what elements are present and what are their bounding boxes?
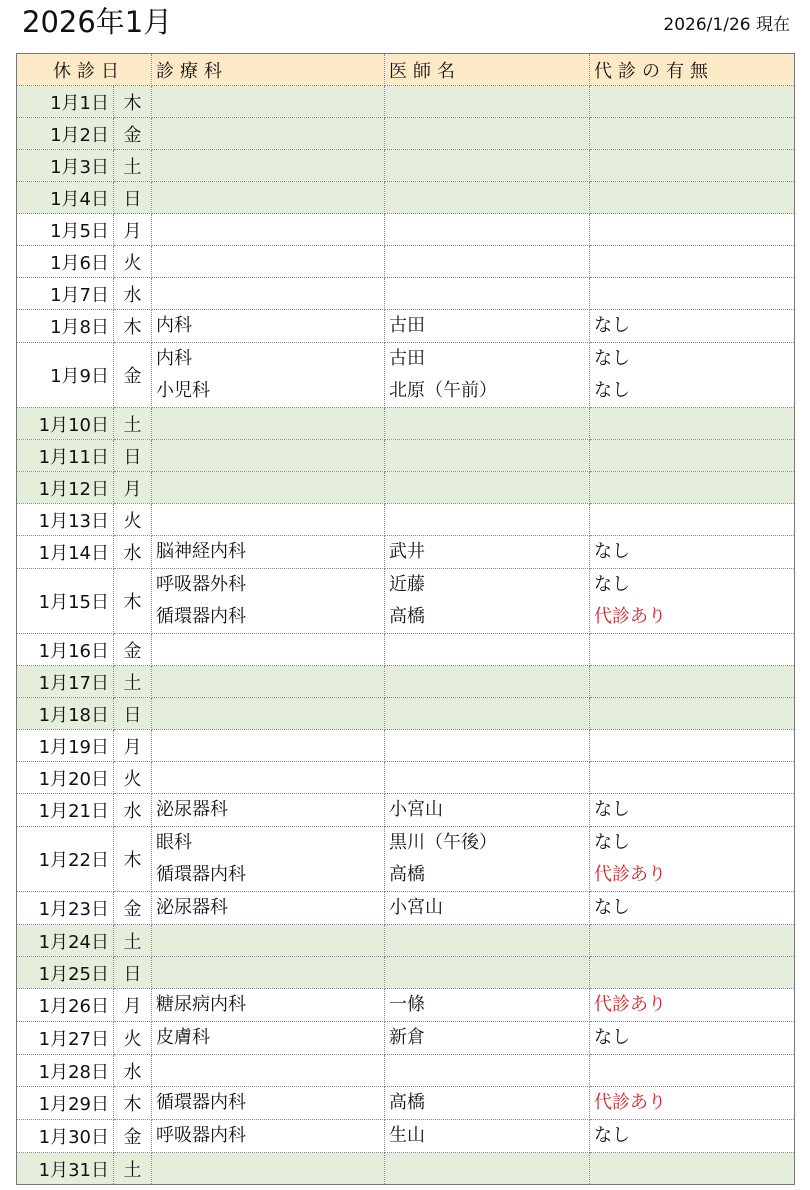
row-substitute-cell xyxy=(590,892,795,925)
row-doctor: 生山 xyxy=(389,1125,425,1146)
table-row xyxy=(17,892,795,925)
table-row xyxy=(17,118,795,150)
row-substitute-cell xyxy=(590,634,795,666)
row-substitute: なし xyxy=(594,799,630,820)
row-substitute: なし xyxy=(594,1027,630,1048)
table-row xyxy=(17,569,795,634)
header-substitute: 代診の有無 xyxy=(590,54,795,86)
row-department: 内科 xyxy=(156,348,192,369)
row-weekday: 火 xyxy=(114,762,152,794)
row-substitute-cell xyxy=(590,1120,795,1153)
row-doctor-cell xyxy=(385,1087,590,1120)
row-weekday: 火 xyxy=(114,1022,152,1055)
row-weekday: 水 xyxy=(114,794,152,827)
row-doctor-cell xyxy=(385,698,590,730)
row-date: 1月15日 xyxy=(17,569,114,634)
table-row xyxy=(17,278,795,310)
table-row xyxy=(17,1022,795,1055)
row-weekday: 水 xyxy=(114,1055,152,1087)
row-doctor-cell xyxy=(385,472,590,504)
table-row xyxy=(17,762,795,794)
row-department-cell xyxy=(152,634,385,666)
table-row xyxy=(17,182,795,214)
row-doctor: 古田 xyxy=(389,315,425,336)
row-date: 1月27日 xyxy=(17,1022,114,1055)
row-department: 循環器内科 xyxy=(156,606,246,627)
row-substitute-cell xyxy=(590,310,795,343)
row-substitute-cell xyxy=(590,343,795,408)
row-weekday: 火 xyxy=(114,246,152,278)
row-doctor-cell xyxy=(385,794,590,827)
table-row xyxy=(17,86,795,118)
row-department-cell xyxy=(152,440,385,472)
row-substitute-cell xyxy=(590,827,795,892)
row-substitute: なし xyxy=(594,380,630,401)
row-weekday: 火 xyxy=(114,504,152,536)
row-doctor-cell xyxy=(385,150,590,182)
row-department: 脳神経内科 xyxy=(156,541,246,562)
row-date: 1月4日 xyxy=(17,182,114,214)
row-department-cell xyxy=(152,989,385,1022)
row-substitute-cell xyxy=(590,794,795,827)
table-row xyxy=(17,310,795,343)
row-weekday: 土 xyxy=(114,666,152,698)
row-substitute: なし xyxy=(594,348,630,369)
row-substitute-cell xyxy=(590,730,795,762)
row-department-cell xyxy=(152,246,385,278)
row-doctor-cell xyxy=(385,408,590,440)
header-department: 診療科 xyxy=(152,54,385,86)
row-doctor-cell xyxy=(385,182,590,214)
row-date: 1月12日 xyxy=(17,472,114,504)
row-date: 1月7日 xyxy=(17,278,114,310)
row-weekday: 金 xyxy=(114,892,152,925)
row-weekday: 水 xyxy=(114,278,152,310)
page-title: 2026年1月 xyxy=(22,5,173,39)
table-row xyxy=(17,1120,795,1153)
row-weekday: 月 xyxy=(114,730,152,762)
row-department-cell xyxy=(152,730,385,762)
row-department-cell xyxy=(152,472,385,504)
row-date: 1月8日 xyxy=(17,310,114,343)
row-department: 内科 xyxy=(156,315,192,336)
row-substitute-cell xyxy=(590,150,795,182)
row-substitute-cell xyxy=(590,1087,795,1120)
row-department-cell xyxy=(152,892,385,925)
row-weekday: 木 xyxy=(114,1087,152,1120)
row-department-cell xyxy=(152,925,385,957)
row-department-cell xyxy=(152,343,385,408)
row-substitute-cell xyxy=(590,214,795,246)
row-department: 泌尿器科 xyxy=(156,897,228,918)
row-date: 1月24日 xyxy=(17,925,114,957)
row-department-cell xyxy=(152,310,385,343)
row-doctor-cell xyxy=(385,730,590,762)
row-substitute: 代診あり xyxy=(594,864,666,885)
row-weekday: 日 xyxy=(114,698,152,730)
row-date: 1月19日 xyxy=(17,730,114,762)
row-date: 1月1日 xyxy=(17,86,114,118)
row-department: 呼吸器外科 xyxy=(156,574,246,595)
row-date: 1月13日 xyxy=(17,504,114,536)
row-department-cell xyxy=(152,1087,385,1120)
table-row xyxy=(17,408,795,440)
row-doctor-cell xyxy=(385,892,590,925)
row-doctor: 高橋 xyxy=(389,1092,425,1113)
row-doctor-cell xyxy=(385,214,590,246)
row-doctor-cell xyxy=(385,1153,590,1185)
row-weekday: 土 xyxy=(114,1153,152,1185)
row-doctor-cell xyxy=(385,278,590,310)
row-substitute: 代診あり xyxy=(594,606,666,627)
row-doctor: 近藤 xyxy=(389,574,425,595)
row-substitute: なし xyxy=(594,1125,630,1146)
table-row xyxy=(17,343,795,408)
row-date: 1月29日 xyxy=(17,1087,114,1120)
row-doctor-cell xyxy=(385,1120,590,1153)
row-doctor: 一條 xyxy=(389,994,425,1015)
row-weekday: 木 xyxy=(114,310,152,343)
table-row xyxy=(17,1153,795,1185)
row-date: 1月10日 xyxy=(17,408,114,440)
row-date: 1月3日 xyxy=(17,150,114,182)
row-department-cell xyxy=(152,536,385,569)
table-row xyxy=(17,440,795,472)
row-department: 糖尿病内科 xyxy=(156,994,246,1015)
header-holiday: 休診日 xyxy=(17,54,152,86)
row-substitute: なし xyxy=(594,574,630,595)
row-date: 1月16日 xyxy=(17,634,114,666)
row-department: 循環器内科 xyxy=(156,864,246,885)
table-row xyxy=(17,730,795,762)
row-department-cell xyxy=(152,1022,385,1055)
table-row xyxy=(17,794,795,827)
row-doctor-cell xyxy=(385,246,590,278)
row-weekday: 金 xyxy=(114,118,152,150)
row-date: 1月20日 xyxy=(17,762,114,794)
row-department-cell xyxy=(152,698,385,730)
row-weekday: 金 xyxy=(114,634,152,666)
table-row xyxy=(17,957,795,989)
row-weekday: 木 xyxy=(114,827,152,892)
row-substitute-cell xyxy=(590,472,795,504)
row-date: 1月30日 xyxy=(17,1120,114,1153)
row-department-cell xyxy=(152,794,385,827)
row-doctor-cell xyxy=(385,86,590,118)
table-row xyxy=(17,150,795,182)
row-substitute-cell xyxy=(590,1153,795,1185)
row-substitute-cell xyxy=(590,698,795,730)
table-row xyxy=(17,827,795,892)
table-row xyxy=(17,925,795,957)
row-date: 1月5日 xyxy=(17,214,114,246)
row-weekday: 土 xyxy=(114,925,152,957)
row-department-cell xyxy=(152,762,385,794)
row-date: 1月11日 xyxy=(17,440,114,472)
row-date: 1月22日 xyxy=(17,827,114,892)
row-weekday: 金 xyxy=(114,343,152,408)
row-date: 1月26日 xyxy=(17,989,114,1022)
row-department-cell xyxy=(152,957,385,989)
row-department: 泌尿器科 xyxy=(156,799,228,820)
row-substitute-cell xyxy=(590,118,795,150)
table-row xyxy=(17,536,795,569)
table-row xyxy=(17,1055,795,1087)
row-substitute-cell xyxy=(590,86,795,118)
row-substitute-cell xyxy=(590,1022,795,1055)
row-date: 1月9日 xyxy=(17,343,114,408)
row-department: 眼科 xyxy=(156,832,192,853)
row-department-cell xyxy=(152,150,385,182)
row-doctor-cell xyxy=(385,634,590,666)
table-row xyxy=(17,666,795,698)
row-substitute-cell xyxy=(590,278,795,310)
table-row xyxy=(17,472,795,504)
row-date: 1月6日 xyxy=(17,246,114,278)
row-substitute: 代診あり xyxy=(594,1092,666,1113)
row-department-cell xyxy=(152,1055,385,1087)
row-department-cell xyxy=(152,504,385,536)
row-date: 1月21日 xyxy=(17,794,114,827)
row-doctor-cell xyxy=(385,310,590,343)
row-substitute-cell xyxy=(590,440,795,472)
row-doctor-cell xyxy=(385,343,590,408)
row-weekday: 月 xyxy=(114,472,152,504)
row-weekday: 木 xyxy=(114,86,152,118)
row-substitute-cell xyxy=(590,666,795,698)
row-date: 1月14日 xyxy=(17,536,114,569)
table-row xyxy=(17,504,795,536)
table-row xyxy=(17,246,795,278)
header-row xyxy=(17,54,795,86)
row-department-cell xyxy=(152,1120,385,1153)
table-row xyxy=(17,698,795,730)
row-department-cell xyxy=(152,1153,385,1185)
row-substitute-cell xyxy=(590,957,795,989)
row-department-cell xyxy=(152,118,385,150)
row-doctor-cell xyxy=(385,827,590,892)
row-department-cell xyxy=(152,408,385,440)
row-substitute-cell xyxy=(590,504,795,536)
table-row xyxy=(17,214,795,246)
row-weekday: 日 xyxy=(114,957,152,989)
row-substitute-cell xyxy=(590,925,795,957)
row-doctor: 武井 xyxy=(389,541,425,562)
header-doctor: 医師名 xyxy=(385,54,590,86)
row-department-cell xyxy=(152,569,385,634)
row-substitute-cell xyxy=(590,762,795,794)
row-doctor-cell xyxy=(385,569,590,634)
row-department-cell xyxy=(152,182,385,214)
row-doctor-cell xyxy=(385,1022,590,1055)
row-substitute-cell xyxy=(590,569,795,634)
row-department: 循環器内科 xyxy=(156,1092,246,1113)
row-date: 1月17日 xyxy=(17,666,114,698)
row-doctor-cell xyxy=(385,1055,590,1087)
row-weekday: 木 xyxy=(114,569,152,634)
schedule-body xyxy=(17,86,795,1185)
row-doctor-cell xyxy=(385,504,590,536)
row-department: 小児科 xyxy=(156,380,210,401)
schedule-table xyxy=(16,53,795,1185)
row-doctor: 新倉 xyxy=(389,1027,425,1048)
row-substitute: 代診あり xyxy=(594,994,666,1015)
row-doctor: 小宮山 xyxy=(389,799,443,820)
row-date: 1月18日 xyxy=(17,698,114,730)
table-row xyxy=(17,634,795,666)
row-doctor: 古田 xyxy=(389,348,425,369)
row-weekday: 月 xyxy=(114,989,152,1022)
row-date: 1月23日 xyxy=(17,892,114,925)
row-weekday: 土 xyxy=(114,408,152,440)
table-row xyxy=(17,989,795,1022)
row-doctor-cell xyxy=(385,762,590,794)
row-substitute: なし xyxy=(594,315,630,336)
row-doctor-cell xyxy=(385,536,590,569)
row-department-cell xyxy=(152,827,385,892)
row-date: 1月25日 xyxy=(17,957,114,989)
row-department-cell xyxy=(152,278,385,310)
row-doctor-cell xyxy=(385,989,590,1022)
table-row xyxy=(17,1087,795,1120)
row-weekday: 日 xyxy=(114,182,152,214)
row-doctor-cell xyxy=(385,118,590,150)
row-substitute: なし xyxy=(594,541,630,562)
row-date: 1月28日 xyxy=(17,1055,114,1087)
row-weekday: 水 xyxy=(114,536,152,569)
row-substitute-cell xyxy=(590,1055,795,1087)
row-department: 皮膚科 xyxy=(156,1027,210,1048)
row-weekday: 金 xyxy=(114,1120,152,1153)
row-department-cell xyxy=(152,666,385,698)
row-date: 1月2日 xyxy=(17,118,114,150)
row-doctor-cell xyxy=(385,957,590,989)
row-doctor-cell xyxy=(385,440,590,472)
row-department-cell xyxy=(152,214,385,246)
row-doctor: 北原（午前） xyxy=(389,380,497,401)
row-department-cell xyxy=(152,86,385,118)
row-substitute-cell xyxy=(590,182,795,214)
row-doctor: 高橋 xyxy=(389,864,425,885)
row-doctor-cell xyxy=(385,666,590,698)
row-department: 呼吸器内科 xyxy=(156,1125,246,1146)
row-substitute: なし xyxy=(594,897,630,918)
row-substitute-cell xyxy=(590,408,795,440)
row-weekday: 土 xyxy=(114,150,152,182)
row-doctor: 高橋 xyxy=(389,606,425,627)
as-of-date: 2026/1/26 現在 xyxy=(663,15,790,35)
row-date: 1月31日 xyxy=(17,1153,114,1185)
row-doctor-cell xyxy=(385,925,590,957)
row-substitute-cell xyxy=(590,536,795,569)
row-weekday: 日 xyxy=(114,440,152,472)
row-doctor: 小宮山 xyxy=(389,897,443,918)
row-weekday: 月 xyxy=(114,214,152,246)
row-substitute: なし xyxy=(594,832,630,853)
row-doctor: 黒川（午後） xyxy=(389,832,497,853)
row-substitute-cell xyxy=(590,246,795,278)
row-substitute-cell xyxy=(590,989,795,1022)
